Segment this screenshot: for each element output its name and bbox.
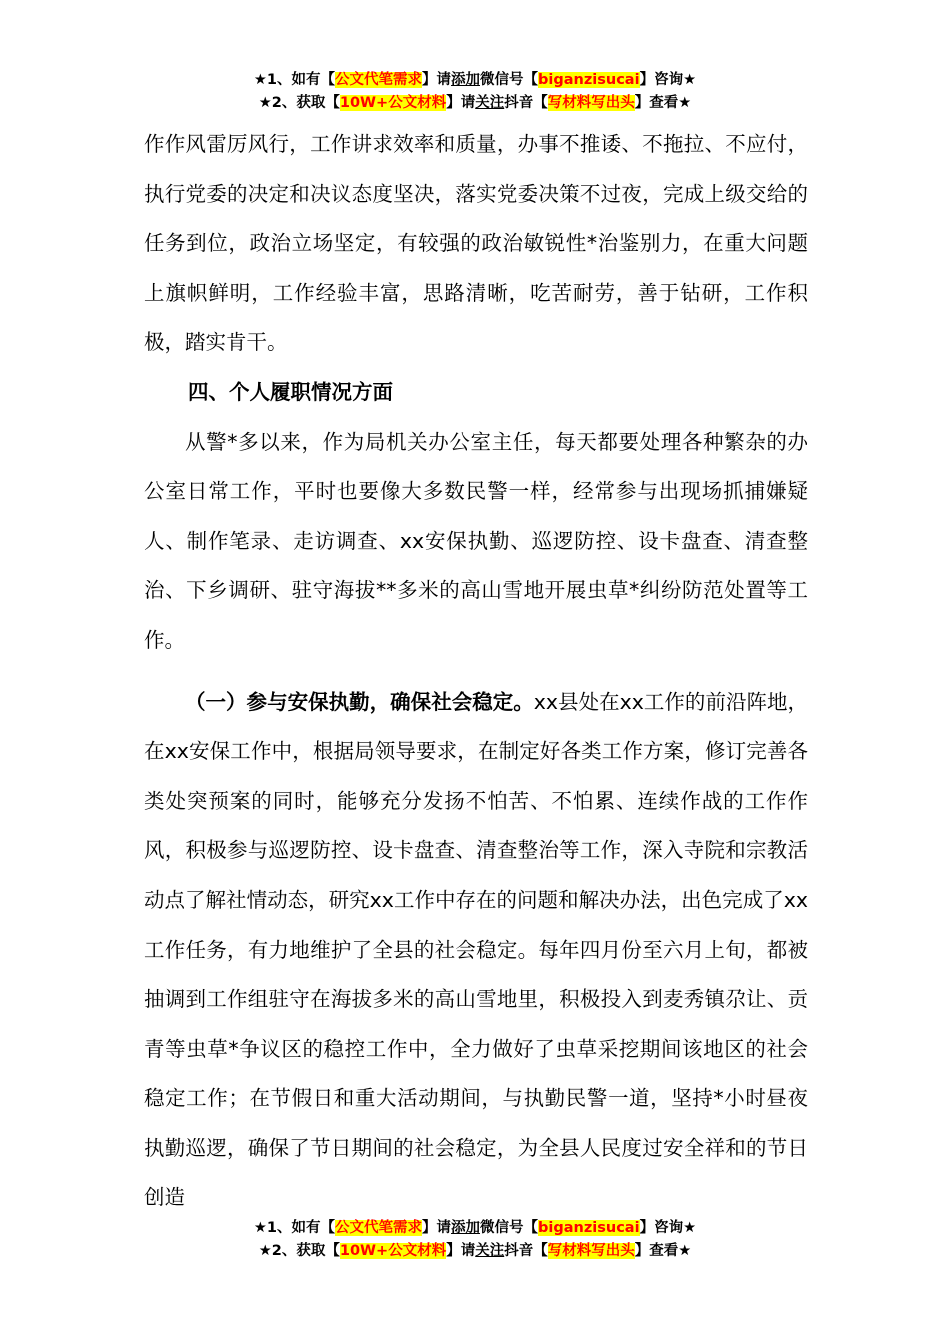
- banner-line-2: [0, 92, 950, 115]
- banner-text: ★1、如有【: [253, 1220, 336, 1236]
- footer-banner: [0, 1217, 950, 1263]
- header-banner: [0, 69, 950, 115]
- banner-highlight: 公文代笔需求: [335, 1220, 423, 1236]
- banner-text: ★2、获取【: [258, 95, 340, 111]
- banner-highlight: 写材料写出头: [547, 95, 635, 111]
- banner-text: ★2、获取【: [258, 1243, 340, 1259]
- banner-highlight: 公文代笔需求: [335, 72, 423, 88]
- banner-text: 微信号【: [480, 72, 539, 88]
- banner-highlight: 写材料写出头: [547, 1243, 635, 1259]
- banner-text: 】咨询★: [639, 1220, 697, 1236]
- banner-underline: 关注: [475, 95, 505, 111]
- subsection-title: （一）参与安保执勤，确保社会稳定。: [185, 689, 534, 714]
- banner-highlight: biganzisucai: [538, 1220, 640, 1236]
- subsection-text: xx县处在xx工作的前沿阵地，在xx安保工作中，根据局领导要求，在制定好各类工作方案，修订完善各类处突预案的同时，能够充分发扬不怕苦、不怕累、连续作战的工作作风，积极参与巡逻防控、设卡盘查、清查整治等工作，深入寺院和宗教活动点了解社情动态，研究xx工作中存在的问题和解决办法，出色完成了xx工作任务，有力地维护了全县的社会稳定。每年四月份至六月上旬，都被抽调到工作组驻守在海拔多米的高山雪地里，积极投入到麦秀镇尕让、贡青等虫草*争议区的稳控工作中，全力做好了虫草采挖期间该地区的社会稳定工作；在节假日和重大活动期间，与执勤民警一道，坚持*小时昼夜执勤巡逻，确保了节日期间的社会稳定，为全县人民度过安全祥和的节日创造: [144, 689, 809, 1210]
- banner-text: 】请: [422, 1220, 452, 1236]
- paragraph-continued: 作作风雷厉风行，工作讲求效率和质量，办事不推诿、不拖拉、不应付，执行党委的决定和决议态度坚决，落实党委决策不过夜，完成上级交给的任务到位，政治立场坚定，有较强的政治敏锐性*治鉴别力，在重大问题上旗帜鲜明，工作经验丰富，思路清晰，吃苦耐劳，善于钻研，工作积极，踏实肯干。: [144, 132, 808, 355]
- banner-line-1: [0, 1217, 950, 1240]
- banner-text: 】请: [446, 1243, 476, 1259]
- banner-text: 】咨询★: [639, 72, 697, 88]
- banner-text: 】请: [422, 72, 452, 88]
- paragraph-duty-overview: 从警*多以来，作为局机关办公室主任，每天都要处理各种繁杂的办公室日常工作，平时也要像大多数民警一样，经常参与出现场抓捕嫌疑人、制作笔录、走访调查、xx安保执勤、巡逻防控、设卡盘查、清查整治、下乡调研、驻守海拔**多米的高山雪地开展虫草*纠纷防范处置等工作。: [144, 429, 808, 652]
- paragraph-security-duty: [144, 678, 808, 1224]
- banner-text: 抖音【: [504, 1243, 548, 1259]
- banner-underline: 添加: [451, 72, 481, 88]
- banner-underline: 关注: [475, 1243, 505, 1259]
- banner-line-1: [0, 69, 950, 92]
- banner-text: 】查看★: [634, 1243, 692, 1259]
- banner-line-2: [0, 1240, 950, 1263]
- banner-text: 】查看★: [634, 95, 692, 111]
- section-heading: 四、个人履职情况方面: [188, 379, 393, 404]
- banner-text: 抖音【: [504, 95, 548, 111]
- banner-text: 】请: [446, 95, 476, 111]
- banner-underline: 添加: [451, 1220, 481, 1236]
- banner-highlight: 10W+公文材料: [339, 95, 447, 111]
- banner-highlight: biganzisucai: [538, 72, 640, 88]
- banner-text: 微信号【: [480, 1220, 539, 1236]
- document-body: [144, 120, 808, 1223]
- banner-text: ★1、如有【: [253, 72, 336, 88]
- banner-highlight: 10W+公文材料: [339, 1243, 447, 1259]
